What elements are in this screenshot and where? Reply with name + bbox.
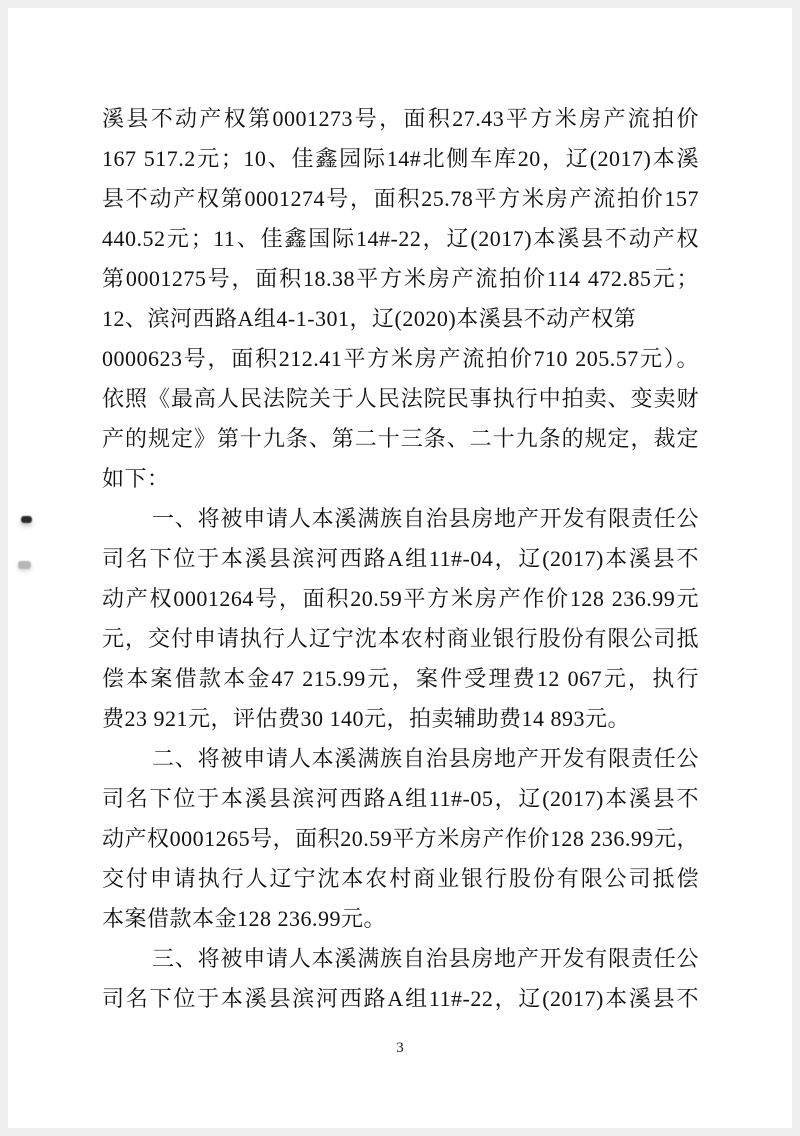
- document-line: 依照《最高人民法院关于人民法院民事执行中拍卖、变卖财: [102, 386, 699, 411]
- document-line: 交付申请执行人辽宁沈本农村商业银行股份有限公司抵偿: [102, 866, 699, 891]
- document-line: 元，交付申请执行人辽宁沈本农村商业银行股份有限公司抵: [102, 626, 699, 651]
- document-line: 本案借款本金128 236.99元。: [102, 906, 387, 931]
- document-line: 司名下位于本溪县滨河西路A组11#-05，辽(2017)本溪县不: [102, 786, 699, 811]
- document-line: 一、将被申请人本溪满族自治县房地产开发有限责任公: [152, 506, 699, 531]
- document-line: 167 517.2元；10、佳鑫园际14#北侧车库20，辽(2017)本溪: [102, 146, 699, 171]
- document-line: 司名下位于本溪县滨河西路A组11#-22，辽(2017)本溪县不: [102, 986, 699, 1011]
- page-number: 3: [396, 1040, 404, 1056]
- document-line: 县不动产权第0001274号，面积25.78平方米房产流拍价157: [102, 186, 699, 211]
- document-line: 440.52元；11、佳鑫国际14#-22，辽(2017)本溪县不动产权: [102, 226, 699, 251]
- scan-artifact-dark-smudge: [21, 516, 32, 523]
- document-line: 费23 921元，评估费30 140元，拍卖辅助费14 893元。: [102, 706, 631, 731]
- document-line: 动产权0001264号，面积20.59平方米房产作价128 236.99元: [102, 586, 699, 611]
- document-page: [8, 8, 792, 1128]
- document-line: 动产权0001265号，面积20.59平方米房产作价128 236.99元，: [102, 826, 699, 851]
- document-line: 溪县不动产权第0001273号，面积27.43平方米房产流拍价: [102, 106, 699, 131]
- document-body: [102, 99, 699, 1019]
- document-line: 12、滨河西路A组4-1-301，辽(2020)本溪县不动产权第: [102, 306, 637, 331]
- document-line: 三、将被申请人本溪满族自治县房地产开发有限责任公: [152, 946, 699, 971]
- document-line: 司名下位于本溪县滨河西路A组11#-04，辽(2017)本溪县不: [102, 546, 699, 571]
- document-line: 产的规定》第十九条、第二十三条、二十九条的规定，裁定: [102, 426, 699, 451]
- document-line: 0000623号，面积212.41平方米房产流拍价710 205.57元）。: [102, 346, 699, 371]
- document-line: 偿本案借款本金47 215.99元，案件受理费12 067元，执行: [102, 666, 699, 691]
- document-line: 二、将被申请人本溪满族自治县房地产开发有限责任公: [152, 746, 699, 771]
- scan-artifact-light-smudge: [18, 561, 31, 569]
- document-line: 第0001275号，面积18.38平方米房产流拍价114 472.85元；: [102, 266, 699, 291]
- document-line: 如下：: [102, 466, 170, 491]
